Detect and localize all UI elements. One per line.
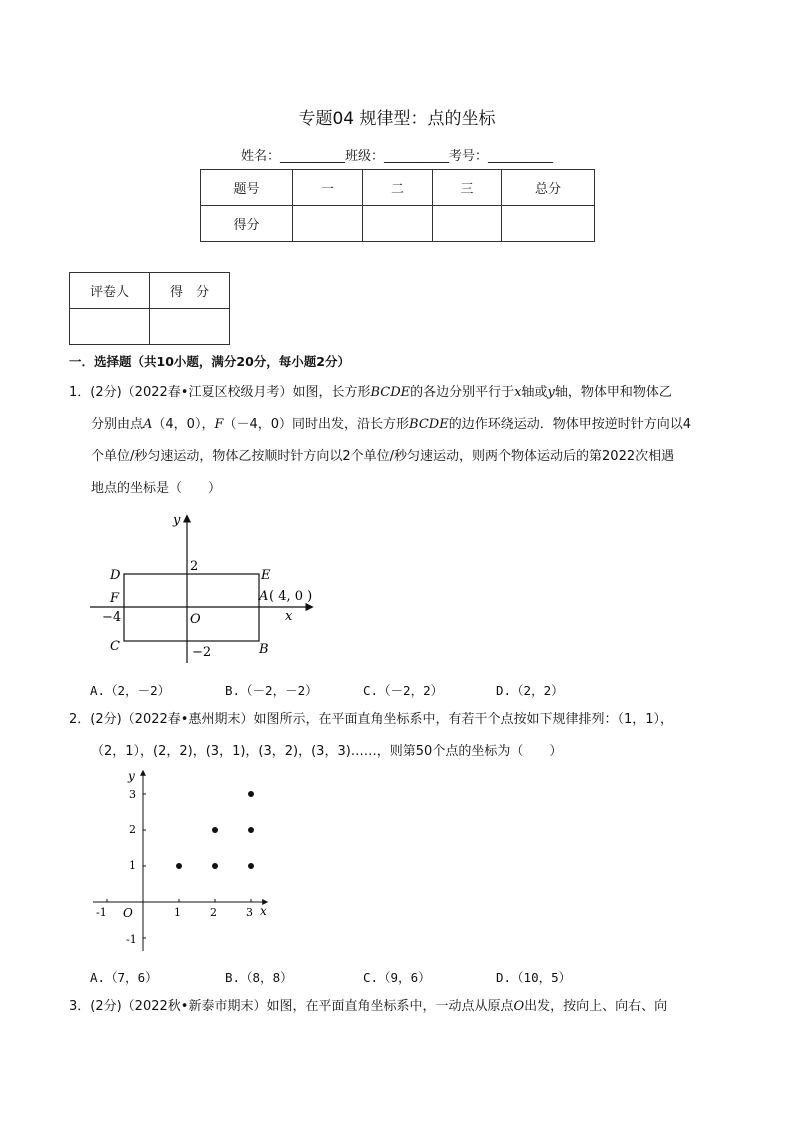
score-table	[200, 169, 595, 242]
q1-label-x: x	[285, 609, 293, 624]
grader-input-cell[interactable]	[70, 309, 150, 345]
q1-option-b[interactable]: B.（－2，－2）	[225, 683, 318, 698]
page-title: 专题04 规律型：点的坐标	[298, 109, 496, 129]
q1-label-two: 2	[190, 559, 199, 574]
grader-header-cell: 评卷人	[70, 273, 150, 309]
q1-line3: 个单位/秒匀速运动，物体乙按顺时针方向以2个单位/秒匀速运动，则两个物体运动后的第2022次相遇	[91, 449, 675, 464]
score-header-cell: 总分	[502, 170, 595, 206]
q2-y-tick-label: 3	[129, 788, 136, 801]
q1-label-y: y	[173, 513, 181, 528]
score-header-cell: 题号	[201, 170, 293, 206]
q1-label-neg-two: −2	[192, 645, 212, 660]
score-header-cell: 三	[433, 170, 502, 206]
grader-table	[69, 272, 230, 345]
question-3	[69, 991, 769, 1023]
score-input-cell[interactable]	[433, 206, 502, 242]
score-header-cell: 一	[293, 170, 363, 206]
q2-point	[248, 791, 254, 797]
q2-option-a[interactable]: A.（7，6）	[90, 970, 158, 985]
q2-line1: 2．(2分)（2022春•惠州期末）如图所示，在平面直角坐标系中，有若干个点按如下规律排列：（1，1），	[69, 712, 673, 727]
q2-line2: （2，1），(2，2)，(3，1)，(3，2)，(3，3)……，则第50个点的坐标为（ ）	[91, 744, 563, 759]
q1-option-c[interactable]: C.（－2，2）	[363, 683, 444, 698]
q2-option-d[interactable]: D.（10，5）	[496, 970, 572, 985]
q2-label-origin: O	[123, 906, 133, 920]
score-row-label: 得分	[201, 206, 293, 242]
q2-point	[176, 863, 182, 869]
q2-y-tick-label: 1	[129, 859, 136, 872]
question-1	[69, 377, 749, 505]
q1-label-a-coord: ( 4, 0 )	[269, 589, 313, 604]
q1-line2: 分别由点A（4，0），F（－4，0）同时出发，沿长方形BCDE的边作环绕运动．物体甲按逆时针方向以4	[91, 417, 691, 432]
q1-label-origin: O	[190, 612, 201, 627]
student-info-line: 姓名：__________班级：__________考号：__________	[240, 149, 553, 164]
q2-option-c[interactable]: C.（9，6）	[363, 970, 431, 985]
q1-label-neg-four: −4	[102, 610, 122, 625]
q2-x-tick-label: 1	[174, 906, 181, 919]
q2-point	[212, 827, 218, 833]
score-header-cell: 二	[363, 170, 433, 206]
q1-label-d: D	[110, 568, 121, 583]
q1-option-d[interactable]: D.（2，2）	[496, 683, 564, 698]
q2-figure	[85, 765, 285, 955]
q1-label-e: E	[261, 568, 271, 583]
q2-y-tick-label: 2	[129, 823, 136, 836]
q1-label-a: A	[259, 589, 269, 604]
q1-options	[90, 681, 690, 697]
q2-x-tick-label: 2	[210, 906, 217, 919]
q1-label-f: F	[110, 591, 120, 606]
q1-line1: 1．(2分)（2022春•江夏区校级月考）如图，长方形BCDE的各边分别平行于x轴或y轴，物体甲和物体乙	[69, 385, 672, 400]
score-input-cell[interactable]	[363, 206, 433, 242]
q2-option-b[interactable]: B.（8，8）	[225, 970, 293, 985]
q2-label-y: y	[128, 769, 135, 783]
score-table-header-row	[201, 170, 595, 206]
score-input-cell[interactable]	[502, 206, 595, 242]
q2-label-x: x	[260, 904, 267, 918]
section-heading: 一．选择题（共10小题，满分20分，每小题2分）	[69, 354, 350, 369]
q1-line4: 地点的坐标是（ ）	[91, 481, 222, 496]
question-2	[69, 704, 769, 768]
q2-options	[90, 968, 690, 984]
q1-label-c: C	[110, 639, 120, 654]
q2-point	[248, 863, 254, 869]
score-table-row	[201, 206, 595, 242]
q1-figure	[80, 508, 330, 668]
q2-x-tick-label: -1	[96, 906, 107, 919]
q2-y-tick-label: -1	[126, 933, 137, 946]
q3-line1: 3．(2分)（2022秋•新泰市期末）如图，在平面直角坐标系中，一动点从原点O出发，按向上、向右、向	[69, 999, 668, 1014]
q2-point	[212, 863, 218, 869]
score-input-cell[interactable]	[293, 206, 363, 242]
q1-label-b: B	[259, 642, 269, 657]
q1-option-a[interactable]: A.（2，－2）	[90, 683, 171, 698]
q2-x-tick-label: 3	[246, 906, 253, 919]
grader-header-cell: 得 分	[150, 273, 230, 309]
grader-row	[70, 309, 230, 345]
q2-point	[248, 827, 254, 833]
grader-header-row	[70, 273, 230, 309]
grader-input-cell[interactable]	[150, 309, 230, 345]
